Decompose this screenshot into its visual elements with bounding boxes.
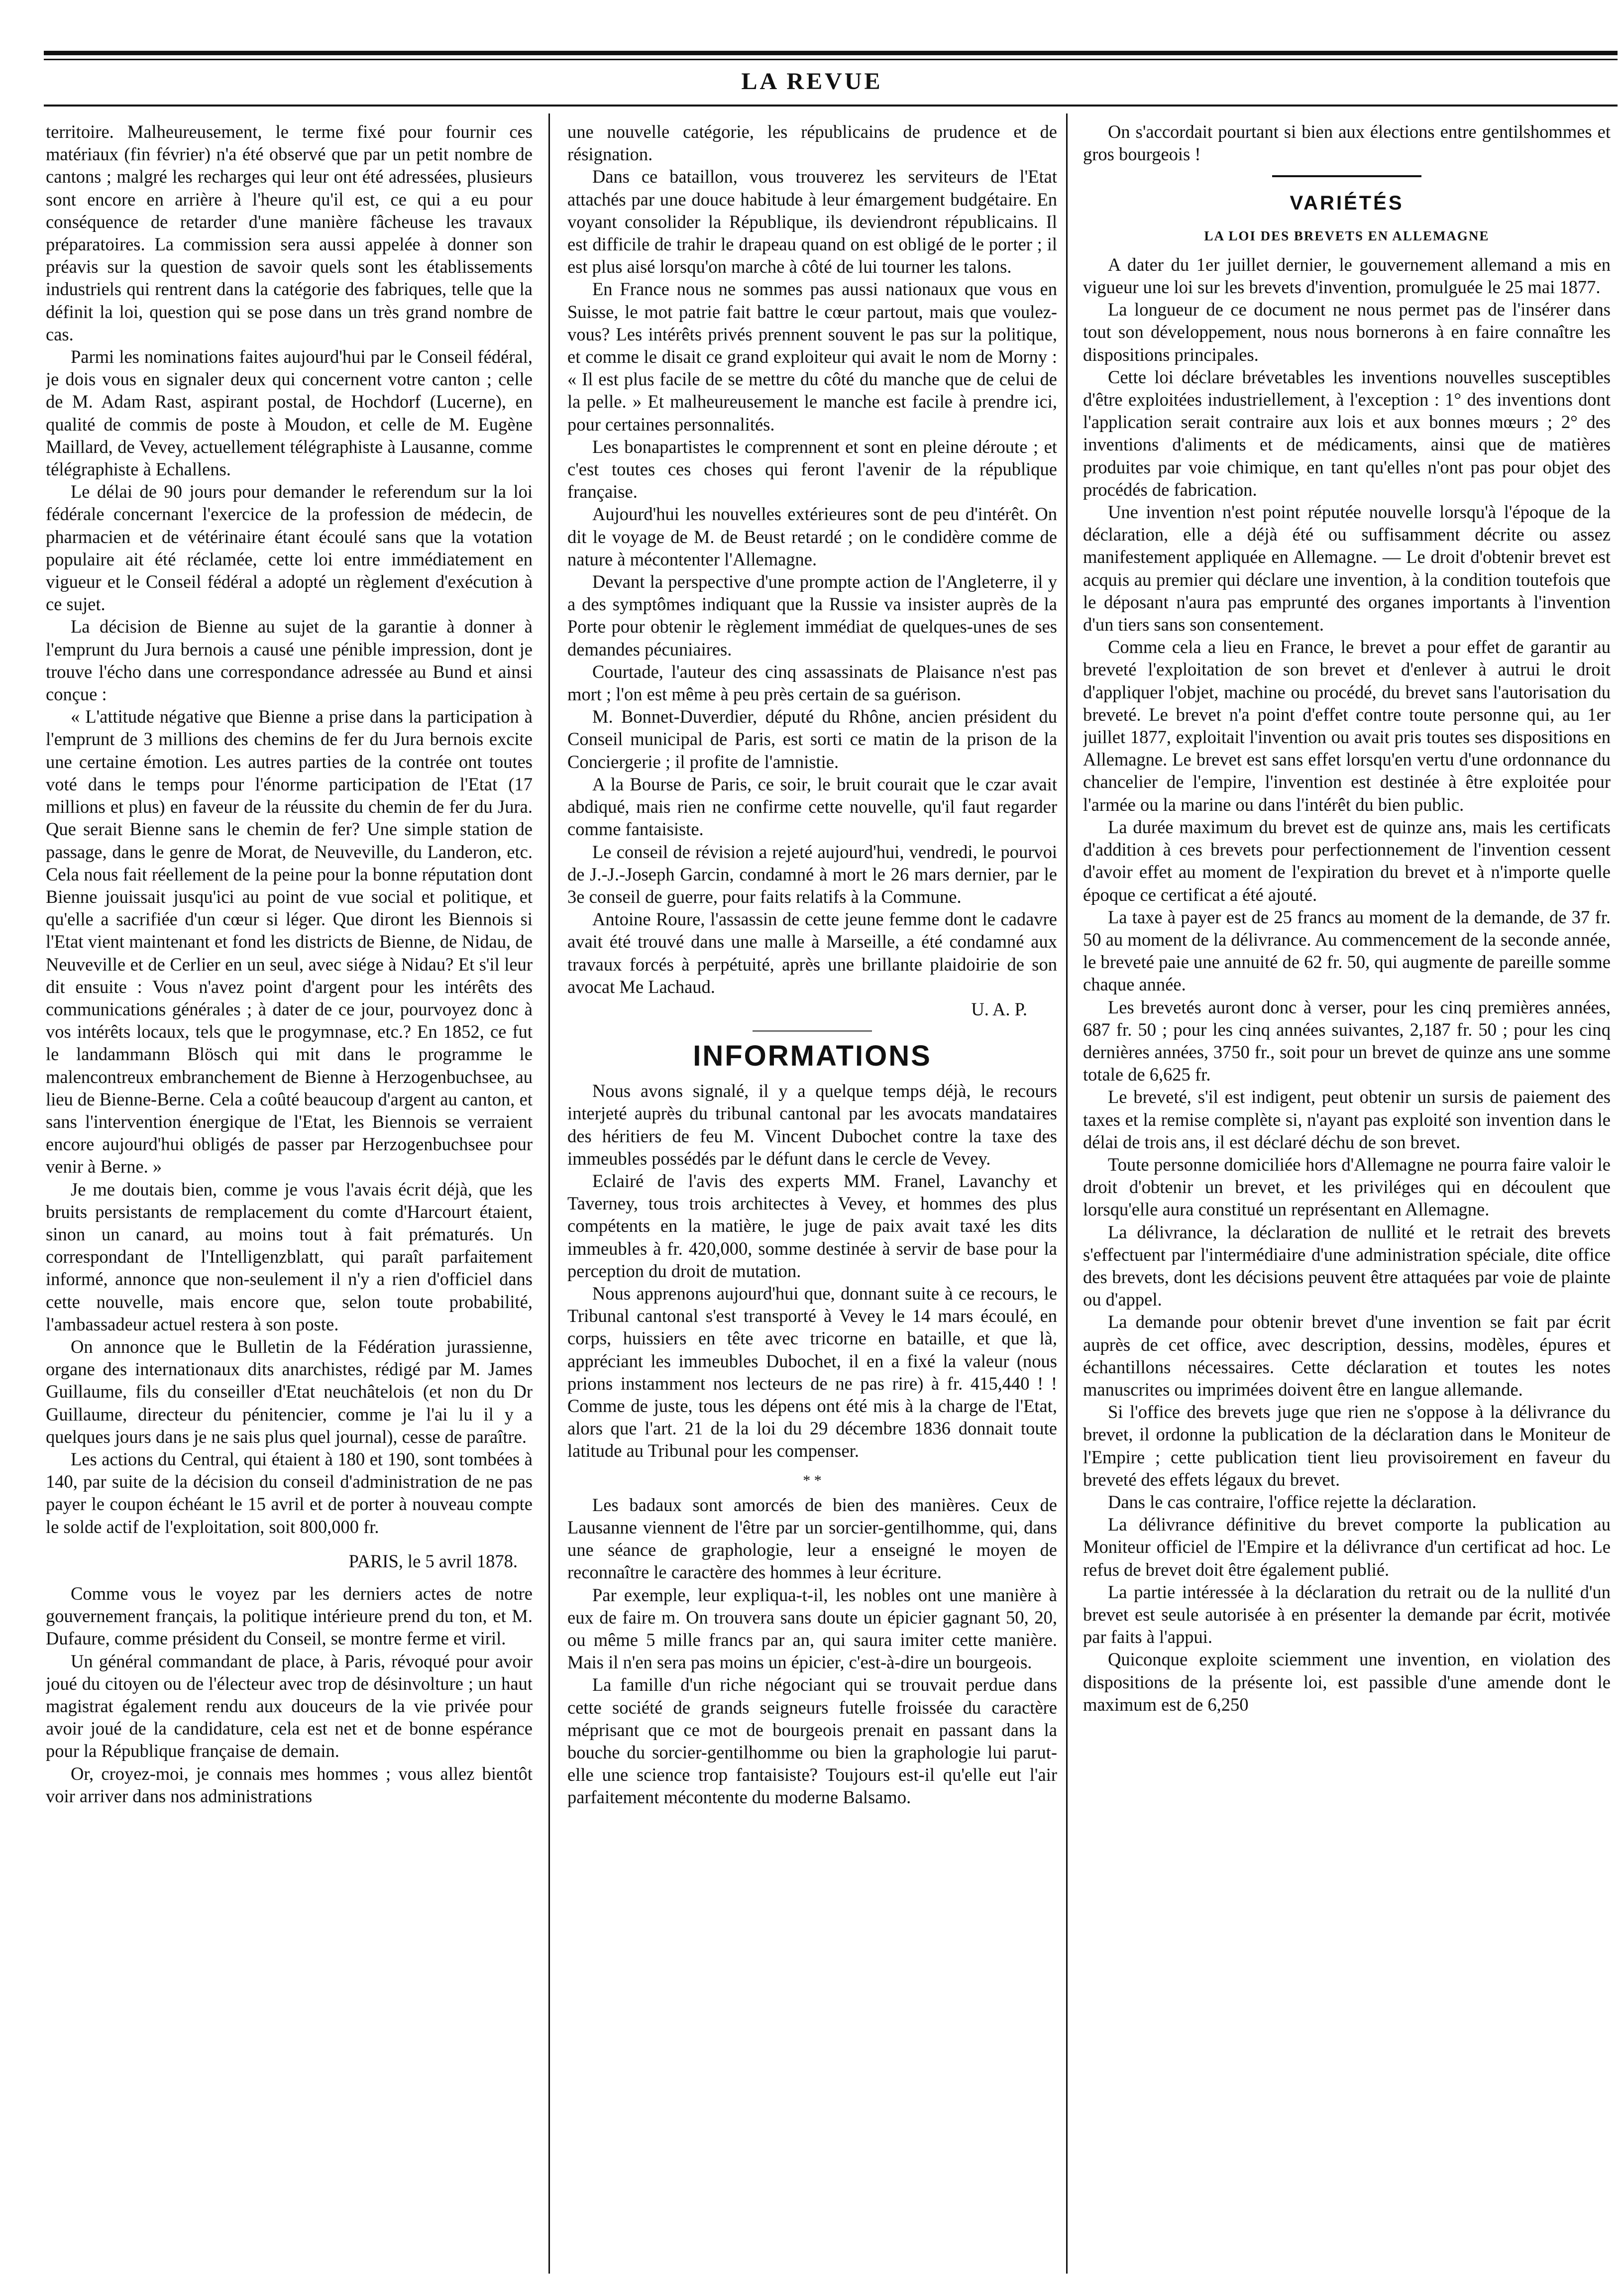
paragraph: Le breveté, s'il est indigent, peut obtenir un sursis de paiement des taxes et la remise complète si, n'ayant pas exploité son invention dans le délai de trois ans, il est déclaré déchu de son brevet. [1083,1087,1611,1152]
paragraph: Quiconque exploite sciemment une invention, en violation des dispositions de la présente loi, est passible d'une amende dont le maximum est de 6,250 [1083,1649,1611,1715]
column-divider [548,113,550,2274]
signature: U. A. P. [971,998,1027,1019]
column-divider [1066,113,1068,2274]
paragraph: Je me doutais bien, comme je vous l'avais écrit déjà, que les bruits persistants de remplacement du comte d'Harcourt étaient, sinon un canard, au moins tout à fait prématurés. Un correspondant de l'Intelligenzblatt, qui paraît parfaitement informé, annonce que non-seulement il n'y a rien d'officiel dans cette nouvelle, mais encore que, selon toute probabilité, l'ambassadeur actuel restera à son poste. [46,1179,533,1334]
paragraph: Une invention n'est point réputée nouvelle lorsqu'à l'époque de la déclaration, elle a déjà été ou suffisamment décrite ou assez manifestement appliquée en Allemagne. — Le droit d'obtenir brevet est acquis au premier qui déclare une invention, à la condition toutefois que le déposant n'aura pas emprunté des organes importants à l'invention d'un tiers sans son consentement. [1083,502,1611,635]
masthead-rule [44,105,1618,107]
paragraph: Les bonapartistes le comprennent et sont en pleine déroute ; et c'est toutes ces choses qui feront l'avenir de la république française. [567,436,1057,502]
paragraph: La taxe à payer est de 25 francs au moment de la demande, de 37 fr. 50 au moment de la délivrance. Au commencement de la seconde année, le breveté paie une annuité de 62 fr. 50, qui augmente de pareille somme chaque année. [1083,906,1611,995]
paragraph: Aujourd'hui les nouvelles extérieures sont de peu d'intérêt. On dit le voyage de M. de Beust retardé ; on le condidère comme de nature à mécontenter l'Allemagne. [567,504,1057,569]
top-rule-thin [44,59,1618,60]
paragraph: Or, croyez-moi, je connais mes hommes ; vous allez bientôt voir arriver dans nos administrations [46,1763,533,1806]
article-subheading: LA LOI DES BREVETS EN ALLEMAGNE [1204,228,1490,243]
paragraph: Parmi les nominations faites aujourd'hui par le Conseil fédéral, je dois vous en signaler deux qui concernent votre canton ; celle de M. Adam Rast, aspirant postal, de Hochdorf (Lucerne), en qualité de commis de poste à Moudon, et celle de M. Eugène Maillard, de Vevey, actuellement télégraphiste à Lausanne, comme télégraphiste à Echallens. [46,346,533,480]
paragraph: La famille d'un riche négociant qui se trouvait perdue dans cette société de grands seigneurs futelle froissée du caractère méprisant que ce mot de bourgeois prenait en passant dans la bouche du sorcier-gentilhomme ou bien la graphologie lui parut-elle une science trop fantaisiste? Toujours est-il qu'elle eut l'air parfaitement mécontente du moderne Balsamo. [567,1674,1057,1808]
paragraph: Par exemple, leur expliqua-t-il, les nobles ont une manière à eux de faire m. On trouvera sans doute un épicier gagnant 50, 20, ou même 5 mille francs par an, qui saura imiter cette manière. Mais il n'en sera pas moins un épicier, c'est-à-dire un bourgeois. [567,1584,1057,1673]
varietes-heading: VARIÉTÉS [1290,192,1404,215]
paragraph: Eclairé de l'avis des experts MM. Franel, Lavanchy et Taverney, tous trois architectes à Vevey, et hommes des plus compétents en la matière, le juge de paix avait taxé les dits immeubles à fr. 420,000, somme destinée à servir de base pour la perception du droit de mutation. [567,1170,1057,1281]
paragraph: territoire. Malheureusement, le terme fixé pour fournir ces matériaux (fin février) n'a été observé que par un petit nombre de cantons ; malgré les recharges qui leur ont été adressées, plusieurs sont encore en arrière à l'heure qu'il est, ce qui a eu pour conséquence de retarder d'une manière fâcheuse les travaux préparatoires. La commission sera aussi appelée à donner son préavis sur la question de savoir quels sont les établissements industriels qui rentrent dans la catégorie des fabriques, telle que la définit la loi, question qui se pose dans un très grand nombre de cas. [46,121,533,344]
dateline: PARIS, le 5 avril 1878. [348,1550,518,1571]
paragraph: Cette loi déclare brévetables les inventions nouvelles susceptibles d'être exploitées industriellement, à l'exception : 1° des inventions dont l'application serait contraire aux lois et aux bonnes mœurs ; 2° des inventions d'aliments et de médicaments, ainsi que de matières produites par voie chimique, en tant qu'elles n'ont pas pour objet des procédés de fabrication. [1083,366,1611,500]
paragraph: On annonce que le Bulletin de la Fédération jurassienne, organe des internationaux dits anarchistes, rédigé par M. James Guillaume, fils du conseiller d'Etat neuchâtelois (et non du Dr Guillaume, directeur du pénitencier, comme je l'ai lu il y a quelques jours dans je ne sais plus quel journal), cesse de paraître. [46,1336,533,1447]
paragraph: A la Bourse de Paris, ce soir, le bruit courait que le czar avait abdiqué, mais rien ne confirme cette nouvelle, qu'il faut regarder comme fantaisiste. [567,773,1057,840]
paragraph: En France nous ne sommes pas aussi nationaux que vous en Suisse, le mot patrie fait battre le cœur partout, mais que voulez-vous? Les intérêts privés prennent souvent le pas sur la politique, et comme le disait ce grand exploiteur qui avait le nom de Morny : « Il est plus facile de se mettre du côté du manche que de celui de la pelle. » Et malheureusement le manche est facile à prendre ici, pour certaines personnalités. [567,279,1057,435]
paragraph: M. Bonnet-Duverdier, député du Rhône, ancien président du Conseil municipal de Paris, est sorti ce matin de la prison de la Conciergerie ; il profite de l'amnistie. [567,706,1057,772]
section-rule [1272,175,1421,177]
quote-paragraph: « L'attitude négative que Bienne a prise dans la participation à l'emprunt de 3 millions des chemins de fer du Jura bernois excite une certaine émotion. Les autres parties de la contrée ont toutes voté dans le temps pour l'énorme participation de l'Etat (17 millions et plus) en faveur de la réussite du chemin de fer du Jura. Que serait Bienne sans le chemin de fer? Une simple station de passage, dans le genre de Morat, de Neuveville, du Landeron, etc. Cela nous fait réellement de la peine pour la bonne réputation dont Bienne jouissait jusqu'ici au point de vue social et politique, et qu'elle a sacrifiée d'un cœur si léger. Que diront les Biennois si l'Etat vient maintenant et fond les districts de Bienne, de Nidau, de Neuveville et de Cerlier en un seul, avec siége à Nidau? Et s'il leur dit ensuite : Vous n'avez point d'argent pour les intérêts des communications générales ; à dater de ce jour, pourvoyez donc à vos intérêts locaux, tels que le progymnase, etc.? En 1852, ce fut le landammann Blösch qui mit dans le programme le malencontreux embranchement de Bienne à Herzogenbuchsee, au lieu de Bienne-Berne. Cela a coûté beaucoup d'argent au canton, et sans l'intervention énergique de l'Etat, les Biennois se verraient encore aujourd'hui obligés de passer par Herzogenbuchsee pour venir à Berne. » [46,706,533,1177]
informations-heading: INFORMATIONS [693,1040,932,1073]
paragraph: La durée maximum du brevet est de quinze ans, mais les certificats d'addition à ces brevets pour perfectionnement de l'invention cessent d'avoir effet au moment de l'expiration du brevet et à n'importe quelle époque ce certificat a été ajouté. [1083,816,1611,905]
paragraph: Nous avons signalé, il y a quelque temps déjà, le recours interjeté auprès du tribunal cantonal par les avocats mandataires des héritiers de feu M. Vincent Dubochet contre la taxe des immeubles possédés par le défunt dans le cercle de Vevey. [567,1081,1057,1169]
paragraph: Dans ce bataillon, vous trouverez les serviteurs de l'Etat attachés par une douce habitude à leur émargement budgétaire. En voyant consolider la République, ils deviendront républicains. Il est difficile de trahir le drapeau quand on est obligé de le porter ; il est plus aisé lorsqu'on marche à côté de lui tourner les talons. [567,166,1057,277]
column-1 [46,120,533,2271]
paragraph: Antoine Roure, l'assassin de cette jeune femme dont le cadavre avait été trouvé dans une malle à Marseille, a été condamné aux travaux forcés à perpétuité, après une brillante plaidoirie de son avocat Me Lachaud. [567,909,1057,997]
paragraph: On s'accordait pourtant si bien aux élections entre gentilshommes et gros bourgeois ! [1083,121,1611,165]
paragraph: La demande pour obtenir brevet d'une invention se fait par écrit auprès de cet office, avec description, dessins, modèles, épures et échantillons nécessaires. Cette déclaration et toutes les notes manuscrites ou imprimées doivent être en langue allemande. [1083,1311,1611,1400]
paragraph: La longueur de ce document ne nous permet pas de l'insérer dans tout son développement, nous nous bornerons à en faire connaître les dispositions principales. [1083,299,1611,365]
paragraph: Le délai de 90 jours pour demander le referendum sur la loi fédérale concernant l'exercice de la profession de médecin, de pharmacien et de vétérinaire étant écoulé sans que la votation populaire ait été réclamée, cette loi entre immédiatement en vigueur et le Conseil fédéral a adopté un règlement d'exécution à ce sujet. [46,481,533,615]
paragraph: La délivrance définitive du brevet comporte la publication au Moniteur officiel de l'Empire et la délivrance d'un certificat ad hoc. Le refus de brevet doit être également publié. [1083,1514,1611,1580]
masthead: LA REVUE [741,68,883,95]
paragraph: Un général commandant de place, à Paris, révoqué pour avoir joué du citoyen ou de l'électeur avec trop de désinvolture ; un haut magistrat également rendu aux douceurs de la vie privée pour avoir joué de la candidature, cela est net et de bonne espérance pour la République française de demain. [46,1650,533,1761]
paragraph: Si l'office des brevets juge que rien ne s'oppose à la délivrance du brevet, il ordonne la publication de la déclaration dans le Moniteur de l'Empire ; cette publication tient lieu provisoirement en faveur du breveté des effets légaux du brevet. [1083,1402,1611,1490]
paragraph: La décision de Bienne au sujet de la garantie à donner à l'emprunt du Jura bernois a causé une pénible impression, dont je trouve l'écho dans une correspondance adressée au Bund et ainsi conçue : [46,616,533,705]
paragraph: La délivrance, la déclaration de nullité et le retrait des brevets s'effectuent par l'intermédiaire d'une administration spéciale, dite office des brevets, dont les décisions peuvent être attaquées par voie de plainte ou d'appel. [1083,1221,1611,1310]
paragraph: Le conseil de révision a rejeté aujourd'hui, vendredi, le pourvoi de J.-J.-Joseph Garcin, condamné à mort le 26 mars dernier, par le 3e conseil de guerre, pour faits relatifs à la Commune. [567,841,1057,907]
paragraph: Les badaux sont amorcés de bien des manières. Ceux de Lausanne viennent de l'être par un sorcier-gentilhomme, qui, dans une séance de graphologie, leur a enseigné le moyen de reconnaître le caractère des hommes à leur écriture. [567,1494,1057,1583]
paragraph: A dater du 1er juillet dernier, le gouvernement allemand a mis en vigueur une loi sur les brevets d'invention, promulguée le 25 mai 1877. [1083,254,1611,298]
paragraph: Nous apprenons aujourd'hui que, donnant suite à ce recours, le Tribunal cantonal s'est transporté à Vevey le 14 mars écoulé, en corps, huissiers en tête avec tricorne en bataille, et que là, appréciant les immeubles Dubochet, il en a fixé la valeur (nous prions instamment nos lecteurs de ne pas rire) à fr. 415,440 ! ! Comme de juste, tous les dépens ont été mis à la charge de l'Etat, alors que l'art. 21 de la loi du 29 décembre 1836 donnait toute latitude au Tribunal pour les compenser. [567,1283,1057,1461]
paragraph: Courtade, l'auteur des cinq assassinats de Plaisance n'est pas mort ; l'on est même à peu près certain de sa guérison. [567,661,1057,705]
paragraph: une nouvelle catégorie, les républicains de prudence et de résignation. [567,121,1057,165]
section-divider [753,1025,872,1032]
paragraph: Comme vous le voyez par les derniers actes de notre gouvernement français, la politique intérieure prend du ton, et M. Dufaure, comme président du Conseil, se montre ferme et viril. [46,1583,533,1649]
paragraph: Toute personne domiciliée hors d'Allemagne ne pourra faire valoir le droit d'obtenir un brevet, et les priviléges qui en découlent que lorsqu'elle aura constitué un représentant en Allemagne. [1083,1154,1611,1220]
top-rule [44,51,1618,55]
paragraph: Dans le cas contraire, l'office rejette la déclaration. [1108,1491,1477,1512]
separator-stars: * * [803,1472,822,1489]
paragraph: Devant la perspective d'une prompte action de l'Angleterre, il y a des symptômes indiquant que la Russie va insister auprès de la Porte pour obtenir le règlement immédiat de quelques-unes de ses demandes pécuniaires. [567,571,1057,659]
paragraph: Les actions du Central, qui étaient à 180 et 190, sont tombées à 140, par suite de la décision du conseil d'administration de ne pas payer le coupon échéant le 15 avril et de porter à nouveau compte le solde actif de l'exploitation, soit 800,000 fr. [46,1448,533,1537]
column-2 [567,120,1057,2271]
column-3 [1083,120,1611,2271]
paragraph: Comme cela a lieu en France, le brevet a pour effet de garantir au breveté l'exploitation de son brevet et d'enlever à autrui le droit d'appliquer l'objet, machine ou procédé, du brevet sans l'autorisation du breveté. Le brevet n'a point d'effet contre toute personne qui, au 1er juillet 1877, exploitait l'invention ou avait pris toutes ses dispositions en Allemagne. Le brevet est sans effet lorsqu'en vertu d'une ordonnance du chancelier de l'empire, l'invention est destinée à être exploitée pour l'armée ou la marine ou dans l'intérêt du bien public. [1083,637,1611,815]
paragraph: Les brevetés auront donc à verser, pour les cinq premières années, 687 fr. 50 ; pour les cinq années suivantes, 2,187 fr. 50 ; pour les cinq dernières années, 3750 fr., soit pour un brevet de quinze ans une somme totale de 6,625 fr. [1083,996,1611,1085]
paragraph: La partie intéressée à la déclaration du retrait ou de la nullité d'un brevet est seule autorisée à en présenter la demande par écrit, motivée par faits à l'appui. [1083,1581,1611,1647]
